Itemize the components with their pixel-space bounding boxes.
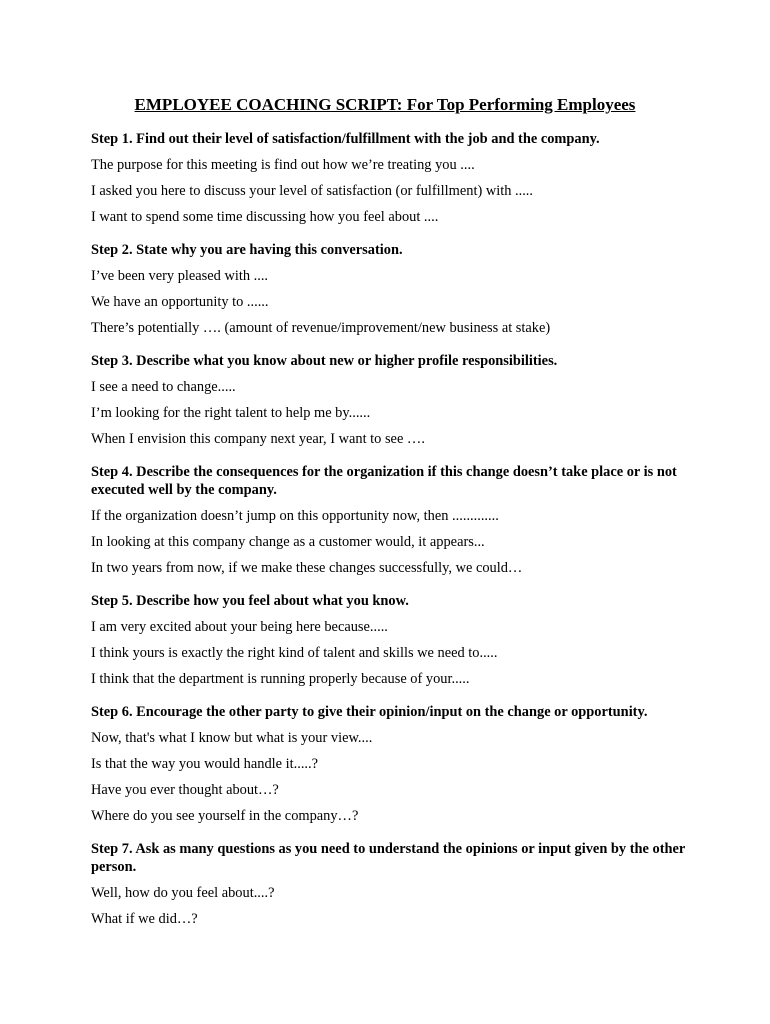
script-line: I am very excited about your being here because..... — [91, 619, 388, 635]
script-line: In looking at this company change as a customer would, it appears... — [91, 534, 485, 550]
script-line: We have an opportunity to ...... — [91, 294, 269, 310]
script-line: In two years from now, if we make these changes successfully, we could… — [91, 560, 523, 576]
step-heading: Step 3. Describe what you know about new or higher profile responsibilities. — [91, 353, 558, 369]
script-line: I’m looking for the right talent to help me by...... — [91, 405, 371, 421]
script-line: When I envision this company next year, I want to see …. — [91, 431, 425, 447]
script-line: If the organization doesn’t jump on this opportunity now, then ............. — [91, 508, 499, 524]
script-line: There’s potentially …. (amount of revenue/improvement/new business at stake) — [91, 320, 551, 336]
step-1 — [91, 130, 691, 226]
script-line: I think that the department is running properly because of your..... — [91, 671, 470, 687]
script-line: Is that the way you would handle it.....? — [91, 756, 319, 772]
script-line: Where do you see yourself in the company…? — [91, 808, 359, 824]
script-line: The purpose for this meeting is find out how we’re treating you .... — [91, 157, 475, 173]
step-heading: Step 6. Encourage the other party to give their opinion/input on the change or opportunity. — [91, 704, 648, 720]
step-heading: Step 7. Ask as many questions as you need to understand the opinions or input given by the other person. — [91, 841, 686, 875]
step-4 — [91, 448, 691, 577]
step-heading: Step 4. Describe the consequences for the organization if this change doesn’t take place or is not executed well by the company. — [91, 464, 677, 498]
script-line: I see a need to change..... — [91, 379, 236, 395]
step-heading: Step 1. Find out their level of satisfaction/fulfillment with the job and the company. — [91, 131, 600, 147]
script-line: I want to spend some time discussing how you feel about .... — [91, 209, 439, 225]
step-heading: Step 2. State why you are having this conversation. — [91, 242, 403, 258]
step-3 — [91, 337, 691, 448]
script-line: I asked you here to discuss your level of satisfaction (or fulfillment) with ..... — [91, 183, 534, 199]
step-heading: Step 5. Describe how you feel about what you know. — [91, 593, 409, 609]
step-6 — [91, 688, 691, 825]
script-line: I think yours is exactly the right kind of talent and skills we need to..... — [91, 645, 498, 661]
script-line: Have you ever thought about…? — [91, 782, 279, 798]
step-2 — [91, 226, 691, 337]
script-line: Well, how do you feel about....? — [91, 885, 275, 901]
step-5 — [91, 577, 691, 688]
script-line: I’ve been very pleased with .... — [91, 268, 269, 284]
script-line: What if we did…? — [91, 911, 198, 927]
document-title: EMPLOYEE COACHING SCRIPT: For Top Performing Employees — [134, 95, 636, 114]
step-7 — [91, 825, 691, 928]
script-line: Now, that's what I know but what is your view.... — [91, 730, 373, 746]
document-body — [91, 130, 691, 928]
